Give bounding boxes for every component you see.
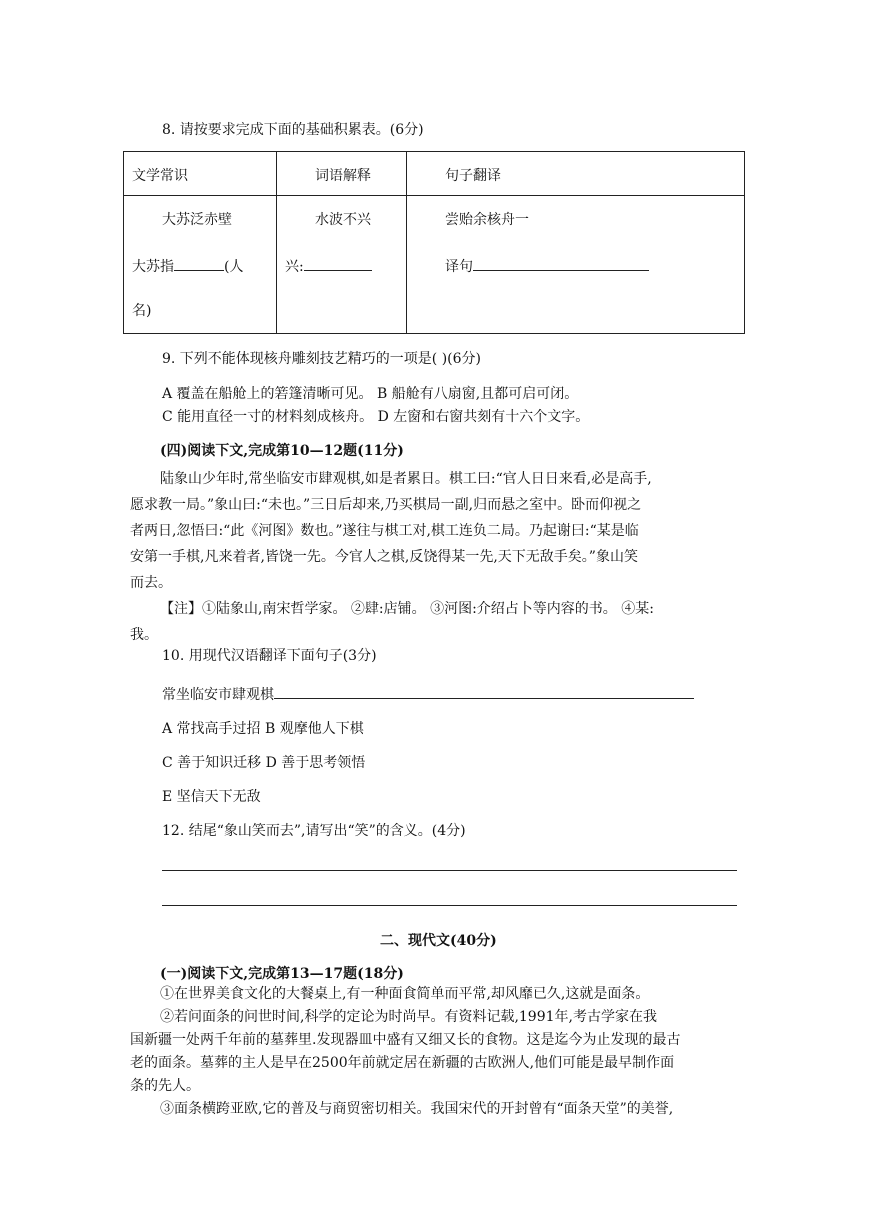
translation-blank[interactable]: [473, 256, 649, 271]
section4-heading: (四)阅读下文,完成第10—12题(11分): [160, 443, 404, 459]
q9-options-ab: A 覆盖在船舱上的箬篷清晰可见。 B 船舱有八扇窗,且都可启可闭。: [162, 386, 579, 402]
translation-line2: 译句: [445, 256, 649, 276]
q11-option-ab: A 常找高手过招 B 观摩他人下棋: [162, 721, 364, 737]
q12-answer-line-1[interactable]: [162, 870, 737, 871]
modern-passage-line: 老的面条。墓葬的主人是早在2500年前就定居在新疆的古欧洲人,他们可能是最早制作面: [130, 1055, 675, 1071]
literature-line3: 名): [132, 303, 152, 319]
q8-prompt: 8. 请按要求完成下面的基础积累表。(6分): [162, 122, 424, 138]
modern-passage-line: ③面条横跨亚欧,它的普及与商贸密切相关。我国宋代的开封曾有“面条天堂”的美誉,: [160, 1101, 674, 1117]
modern-passage-line: ①在世界美食文化的大餐桌上,有一种面食简单而平常,却风靡已久,这就是面条。: [160, 986, 650, 1002]
translation-line1: 尝贻余核舟一: [445, 212, 529, 228]
header-word-explanation: 词语解释: [315, 168, 371, 184]
part2-sub-heading: (一)阅读下文,完成第13—17题(18分): [160, 966, 404, 982]
modern-passage-line: 国新疆一处两千年前的墓葬里.发现器皿中盛有又细又长的食物。这是迄今为止发现的最古: [130, 1032, 681, 1048]
q10-answer-blank[interactable]: [274, 684, 694, 699]
word-line1: 水波不兴: [315, 212, 371, 228]
table-cell-translation: [407, 196, 745, 334]
q9-prompt: 9. 下列不能体现核舟雕刻技艺精巧的一项是( )(6分): [162, 351, 482, 367]
header-sentence-translation: 句子翻译: [445, 168, 501, 184]
passage-line: 愿求教一局。”象山曰:“未也。”三日后却来,乃买棋局一副,归而悬之室中。卧而仰视之: [130, 497, 642, 513]
note-line: 【注】①陆象山,南宋哲学家。 ②肆:店铺。 ③河图:介绍占卜等内容的书。 ④某:: [160, 601, 654, 617]
q11-option-e: E 坚信天下无敌: [162, 789, 261, 805]
table-header-cell: [407, 152, 745, 196]
modern-passage: [130, 983, 738, 1121]
q9-options-cd: C 能用直径一寸的材料刻成核舟。 D 左窗和右窗共刻有十六个文字。: [162, 409, 590, 425]
passage-line: 而去。: [130, 575, 172, 591]
part2-heading: 二、现代文(40分): [380, 933, 497, 949]
literature-line1: 大苏泛赤壁: [162, 212, 232, 228]
note-line: 我。: [130, 627, 158, 643]
q10-prompt: 10. 用现代汉语翻译下面句子(3分): [162, 648, 377, 664]
q12-prompt: 12. 结尾“象山笑而去”,请写出“笑”的含义。(4分): [162, 823, 466, 839]
q12-answer-line-2[interactable]: [162, 905, 737, 906]
literature-blank[interactable]: [174, 256, 224, 271]
table-cell-word: [277, 196, 407, 334]
modern-passage-line: ②若问面条的问世时间,科学的定论为时尚早。有资料记载,1991年,考古学家在我: [160, 1009, 657, 1025]
table-header-cell: [124, 152, 277, 196]
passage-line: 陆象山少年时,常坐临安市肆观棋,如是者累日。棋工曰:“官人日日来看,必是高手,: [160, 471, 652, 487]
table-header-cell: [277, 152, 407, 196]
passage-line: 安第一手棋,凡来着者,皆饶一先。今官人之棋,反饶得某一先,天下无敌手矣。”象山笑: [130, 549, 638, 565]
accumulation-table: [123, 151, 745, 334]
passage-line: 者两日,忽悟曰:“此《河图》数也。”遂往与棋工对,棋工连负二局。乃起谢曰:“某是临: [130, 523, 639, 539]
q11-option-cd: C 善于知识迁移 D 善于思考领悟: [162, 755, 366, 771]
table-cell-literature: [124, 196, 277, 334]
word-blank[interactable]: [304, 256, 372, 271]
modern-passage-line: 条的先人。: [130, 1078, 200, 1094]
word-line2: 兴:: [285, 256, 372, 276]
classical-passage: [130, 466, 738, 648]
q10-sentence: 常坐临安市肆观棋: [162, 684, 694, 704]
header-literature: 文学常识: [132, 168, 188, 184]
literature-line2: 大苏指 (人: [132, 256, 243, 276]
